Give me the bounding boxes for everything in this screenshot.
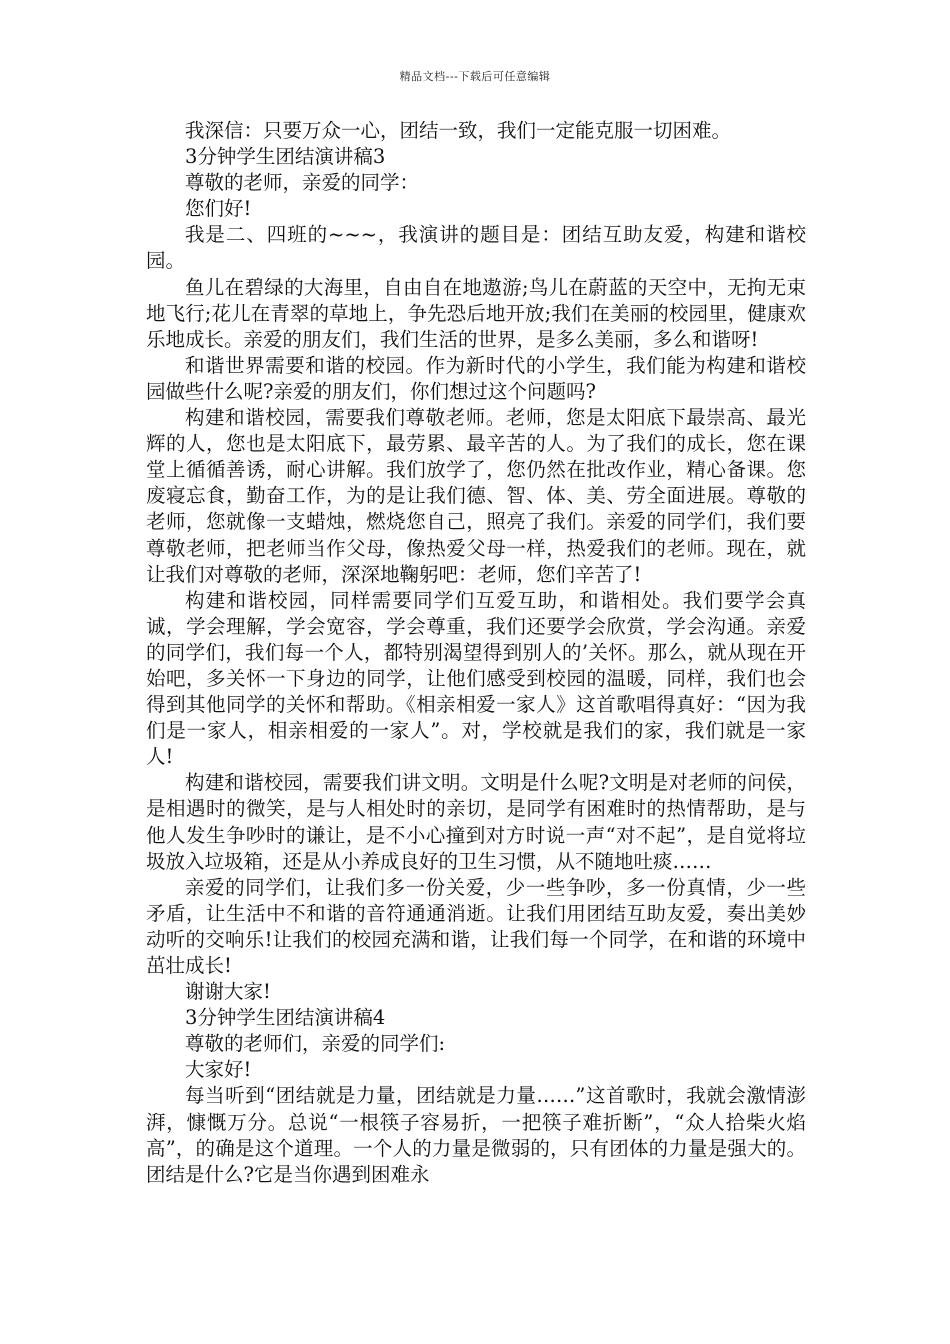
paragraph-mutual-help: 构建和谐校园，同样需要同学们互爱互助，和谐相处。我们要学会真诚，学会理解，学会宽容，学会尊重，我们还要学会欣赏，学会沟通。亲爱的同学们，我们每一个人，都特别渴望得到别人的’关怀。那么，就从现在开始吧，多关怀一下身边的同学，让他们感受到校园的温暖，同样，我们也会得到其他同学的关怀和帮助。《相亲相爱一家人》这首歌唱得真好：“因为我们是一家人，相亲相爱的一家人”。对，学校就是我们的家，我们就是一家人! bbox=[146, 588, 806, 769]
thanks-line: 谢谢大家! bbox=[185, 980, 271, 1004]
paragraph-call-to-action: 亲爱的同学们，让我们多一份关爱，少一些争吵，多一份真情，少一些矛盾，让生活中不和谐的音符通通消逝。让我们用团结互助友爱，奏出美妙动听的交响乐!让我们的校园充满和谐，让我们每一个同学，在和谐的环境中茁壮成长! bbox=[146, 875, 806, 977]
paragraph-harmonious-world: 和谐世界需要和谐的校园。作为新时代的小学生，我们能为构建和谐校园做些什么呢?亲爱的朋友们，你们想过这个问题吗? bbox=[146, 353, 806, 403]
page-header: 精品文档---下载后可任意编辑 bbox=[399, 70, 551, 83]
paragraph-introduction: 我是二、四班的~~~，我演讲的题目是：团结互助友爱，构建和谐校园。 bbox=[146, 223, 806, 273]
document-body bbox=[146, 118, 806, 1188]
section-heading-speech-4: 3分钟学生团结演讲稿4 bbox=[185, 1006, 386, 1030]
section-heading-speech-3: 3分钟学生团结演讲稿3 bbox=[185, 145, 386, 169]
salutation-teachers-students: 尊敬的老师，亲爱的同学： bbox=[185, 171, 420, 195]
paragraph-nature-imagery: 鱼儿在碧绿的大海里，自由自在地遨游;鸟儿在蔚蓝的天空中，无拘无束地飞行;花儿在青翠的草地上，争先恐后地开放;我们在美丽的校园里，健康欢乐地成长。亲爱的朋友们，我们生活的世界，是多么美丽，多么和谐呀! bbox=[146, 275, 806, 351]
paragraph-respect-teachers: 构建和谐校园，需要我们尊敬老师。老师，您是太阳底下最崇高、最光辉的人，您也是太阳底下，最劳累、最辛苦的人。为了我们的成长，您在课堂上循循善诱，耐心讲解。我们放学了，您仍然在批改作业，精心备课。您废寝忘食，勤奋工作，为的是让我们德、智、体、美、劳全面进展。尊敬的老师，您就像一支蜡烛，燃烧您自己，照亮了我们。亲爱的同学们，我们要尊敬老师，把老师当作父母，像热爱父母一样，热爱我们的老师。现在，就让我们对尊敬的老师，深深地鞠躬吧：老师，您们辛苦了! bbox=[146, 406, 806, 586]
greeting-hello: 您们好! bbox=[185, 197, 252, 221]
paragraph-civility: 构建和谐校园，需要我们讲文明。文明是什么呢?文明是对老师的问侯，是相遇时的微笑，是与人相处时的亲切，是同学有困难时的热情帮助，是与他人发生争吵时的谦让，是不小心撞到对方时说一声“对不起”，是自觉将垃圾放入垃圾箱，还是从小养成良好的卫生习惯，从不随地吐痰…… bbox=[146, 771, 806, 873]
greeting-everyone: 大家好! bbox=[185, 1058, 252, 1082]
paragraph-closing-belief: 我深信：只要万众一心，团结一致，我们一定能克服一切困难。 bbox=[185, 119, 732, 142]
salutation-teachers-students-2: 尊敬的老师们，亲爱的同学们: bbox=[185, 1032, 446, 1056]
paragraph-unity-song: 每当听到“团结就是力量，团结就是力量……”这首歌时，我就会激情澎湃，慷慨万分。总说“一根筷子容易折，一把筷子难折断”，“众人拾柴火焰高”，的确是这个道理。一个人的力量是微弱的，只有团体的力量是强大的。团结是什么?它是当你遇到困难永 bbox=[146, 1084, 806, 1186]
